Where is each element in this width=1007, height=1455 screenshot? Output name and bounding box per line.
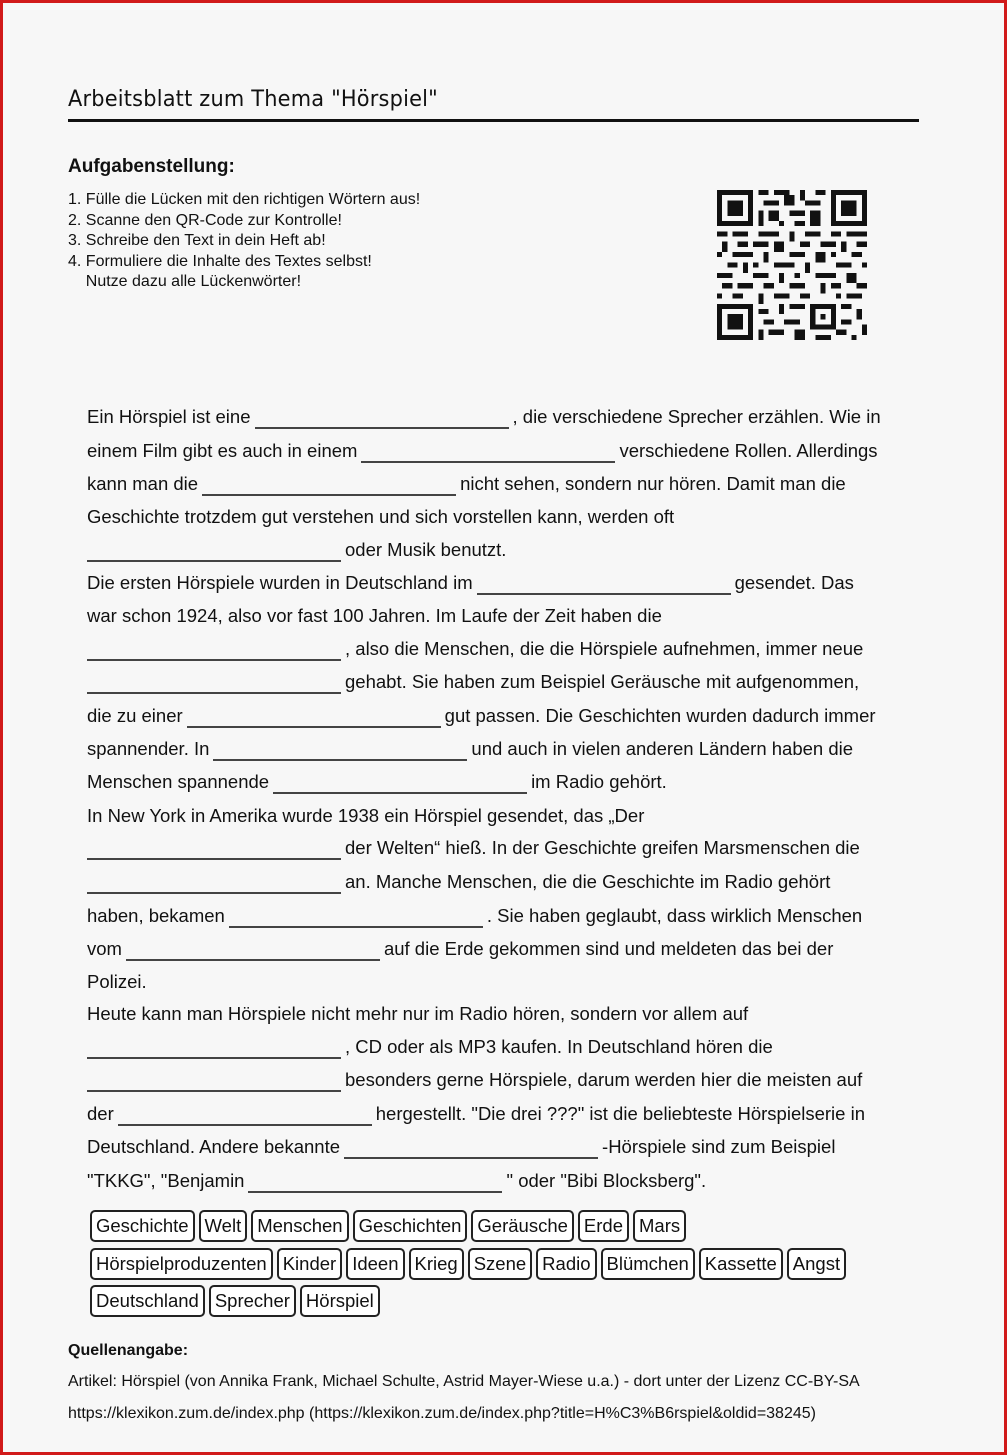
- gap-blank[interactable]: [126, 937, 380, 961]
- text-line: [87, 1030, 773, 1063]
- text-line: [87, 965, 147, 998]
- word-chip[interactable]: Mars: [633, 1210, 686, 1242]
- source-article: Artikel: Hörspiel (von Annika Frank, Michael Schulte, Astrid Mayer-Wiese u.a.) - dort unter der Lizenz CC-BY-SA: [68, 1373, 860, 1390]
- text-line: [87, 997, 748, 1030]
- task-item: 3. Schreibe den Text in dein Heft ab!: [68, 232, 326, 249]
- word-bank-row: [90, 1210, 690, 1242]
- gap-blank[interactable]: [213, 737, 467, 761]
- text-segment: einem Film gibt es auch in einem: [87, 440, 358, 461]
- text-line: [87, 932, 833, 965]
- text-line: [87, 533, 506, 566]
- text-line: [87, 1063, 862, 1096]
- text-segment: gut passen. Die Geschichten wurden dadurch immer: [444, 705, 876, 726]
- text-segment: -Hörspiele sind zum Beispiel: [602, 1136, 836, 1157]
- text-segment: " oder "Bibi Blocksberg".: [506, 1170, 707, 1191]
- text-segment: Ein Hörspiel ist eine: [87, 406, 251, 427]
- text-line: [87, 665, 859, 698]
- word-chip[interactable]: Geschichte: [90, 1210, 195, 1242]
- text-segment: war schon 1924, also vor fast 100 Jahren. Im Laufe der Zeit haben die: [87, 605, 662, 626]
- text-segment: Polizei.: [87, 971, 147, 992]
- text-segment: spannender. In: [87, 738, 210, 759]
- text-line: [87, 899, 862, 932]
- text-line: [87, 1164, 706, 1197]
- text-segment: Heute kann man Hörspiele nicht mehr nur im Radio hören, sondern vor allem auf: [87, 1003, 749, 1024]
- text-segment: im Radio gehört.: [531, 771, 667, 792]
- word-chip[interactable]: Deutschland: [90, 1285, 205, 1317]
- word-chip[interactable]: Welt: [199, 1210, 248, 1242]
- gap-blank[interactable]: [87, 670, 341, 694]
- text-segment: hergestellt. "Die drei ???" ist die beliebteste Hörspielserie in: [375, 1103, 865, 1124]
- gap-blank[interactable]: [87, 538, 341, 562]
- gap-blank[interactable]: [118, 1102, 372, 1126]
- gap-blank[interactable]: [229, 904, 483, 928]
- source-heading: Quellenangabe:: [68, 1342, 189, 1359]
- text-line: [87, 400, 881, 433]
- gap-blank[interactable]: [248, 1169, 502, 1193]
- text-segment: Geschichte trotzdem gut verstehen und sich vorstellen kann, werden oft: [87, 506, 675, 527]
- page-title: Arbeitsblatt zum Thema "Hörspiel": [68, 87, 438, 112]
- text-line: [87, 632, 863, 665]
- gap-blank[interactable]: [87, 1035, 341, 1059]
- gap-blank[interactable]: [477, 571, 731, 595]
- text-segment: an. Manche Menschen, die die Geschichte im Radio gehört: [345, 871, 831, 892]
- gap-blank[interactable]: [187, 704, 441, 728]
- text-line: [87, 699, 876, 732]
- text-segment: die zu einer: [87, 705, 183, 726]
- gap-blank[interactable]: [87, 870, 341, 894]
- word-chip[interactable]: Geräusche: [471, 1210, 574, 1242]
- gap-blank[interactable]: [87, 836, 341, 860]
- word-chip[interactable]: Blümchen: [601, 1248, 695, 1280]
- text-line: [87, 732, 853, 765]
- text-segment: der: [87, 1103, 114, 1124]
- title-underline: [68, 119, 919, 122]
- text-segment: , die verschiedene Sprecher erzählen. Wie in: [512, 406, 881, 427]
- word-chip[interactable]: Radio: [536, 1248, 596, 1280]
- word-chip[interactable]: Geschichten: [353, 1210, 468, 1242]
- word-chip[interactable]: Kinder: [277, 1248, 342, 1280]
- text-line: [87, 1097, 865, 1130]
- text-line: [87, 831, 860, 864]
- text-segment: oder Musik benutzt.: [345, 539, 507, 560]
- text-segment: haben, bekamen: [87, 905, 225, 926]
- gap-blank[interactable]: [344, 1135, 598, 1159]
- task-item: 2. Scanne den QR-Code zur Kontrolle!: [68, 211, 342, 229]
- text-segment: "TKKG", "Benjamin: [87, 1170, 245, 1191]
- text-line: [87, 599, 662, 632]
- text-segment: gehabt. Sie haben zum Beispiel Geräusche mit aufgenommen,: [345, 671, 860, 692]
- text-line: [87, 467, 846, 500]
- word-chip[interactable]: Ideen: [346, 1248, 404, 1280]
- text-segment: Menschen spannende: [87, 771, 270, 792]
- text-line: [87, 566, 854, 599]
- text-line: [87, 799, 644, 832]
- text-segment: kann man die: [87, 473, 199, 494]
- task-item: 1. Fülle die Lücken mit den richtigen Wörtern aus!: [68, 191, 421, 208]
- text-line: [87, 500, 674, 533]
- task-list: [68, 190, 420, 293]
- text-segment: gesendet. Das: [734, 572, 854, 593]
- text-segment: In New York in Amerika wurde 1938 ein Hörspiel gesendet, das „Der: [87, 805, 645, 826]
- source-url: https://klexikon.zum.de/index.php (https://klexikon.zum.de/index.php?title=H%C3%B6rspiel&oldid=38245): [68, 1405, 816, 1422]
- word-chip[interactable]: Kassette: [699, 1248, 783, 1280]
- text-segment: vom: [87, 938, 122, 959]
- text-segment: , CD oder als MP3 kaufen. In Deutschland hören die: [345, 1036, 773, 1057]
- word-chip[interactable]: Angst: [787, 1248, 846, 1280]
- text-segment: . Sie haben geglaubt, dass wirklich Menschen: [486, 905, 863, 926]
- word-chip[interactable]: Erde: [578, 1210, 629, 1242]
- text-line: [87, 434, 878, 467]
- word-chip[interactable]: Menschen: [251, 1210, 348, 1242]
- gap-blank[interactable]: [87, 1068, 341, 1092]
- text-line: [87, 1130, 835, 1163]
- gap-blank[interactable]: [255, 405, 509, 429]
- text-segment: der Welten“ hieß. In der Geschichte greifen Marsmenschen die: [345, 837, 860, 858]
- text-line: [87, 765, 667, 798]
- word-chip[interactable]: Krieg: [409, 1248, 464, 1280]
- task-heading: Aufgabenstellung:: [68, 156, 235, 177]
- text-segment: auf die Erde gekommen sind und meldeten das bei der: [383, 938, 834, 959]
- text-segment: nicht sehen, sondern nur hören. Damit man die: [460, 473, 846, 494]
- gap-blank[interactable]: [202, 472, 456, 496]
- gap-blank[interactable]: [87, 637, 341, 661]
- text-segment: , also die Menschen, die die Hörspiele aufnehmen, immer neue: [345, 638, 864, 659]
- text-line: [87, 865, 830, 898]
- task-item: Nutze dazu alle Lückenwörter!: [68, 273, 302, 290]
- word-chip[interactable]: Hörspiel: [300, 1285, 380, 1317]
- word-chip[interactable]: Szene: [468, 1248, 532, 1280]
- word-bank-row: [90, 1248, 850, 1280]
- text-segment: Deutschland. Andere bekannte: [87, 1136, 341, 1157]
- word-bank-row: [90, 1285, 384, 1317]
- qr-code-icon: [717, 189, 867, 341]
- gap-blank[interactable]: [273, 770, 527, 794]
- task-item: 4. Formuliere die Inhalte des Textes selbst!: [68, 252, 372, 270]
- text-segment: Die ersten Hörspiele wurden in Deutschland im: [87, 572, 473, 593]
- text-segment: und auch in vielen anderen Ländern haben die: [471, 738, 854, 759]
- word-chip[interactable]: Hörspielproduzenten: [90, 1248, 273, 1280]
- text-segment: besonders gerne Hörspiele, darum werden hier die meisten auf: [345, 1069, 863, 1090]
- word-chip[interactable]: Sprecher: [209, 1285, 296, 1317]
- gap-blank[interactable]: [361, 439, 615, 463]
- text-segment: verschiedene Rollen. Allerdings: [619, 440, 878, 461]
